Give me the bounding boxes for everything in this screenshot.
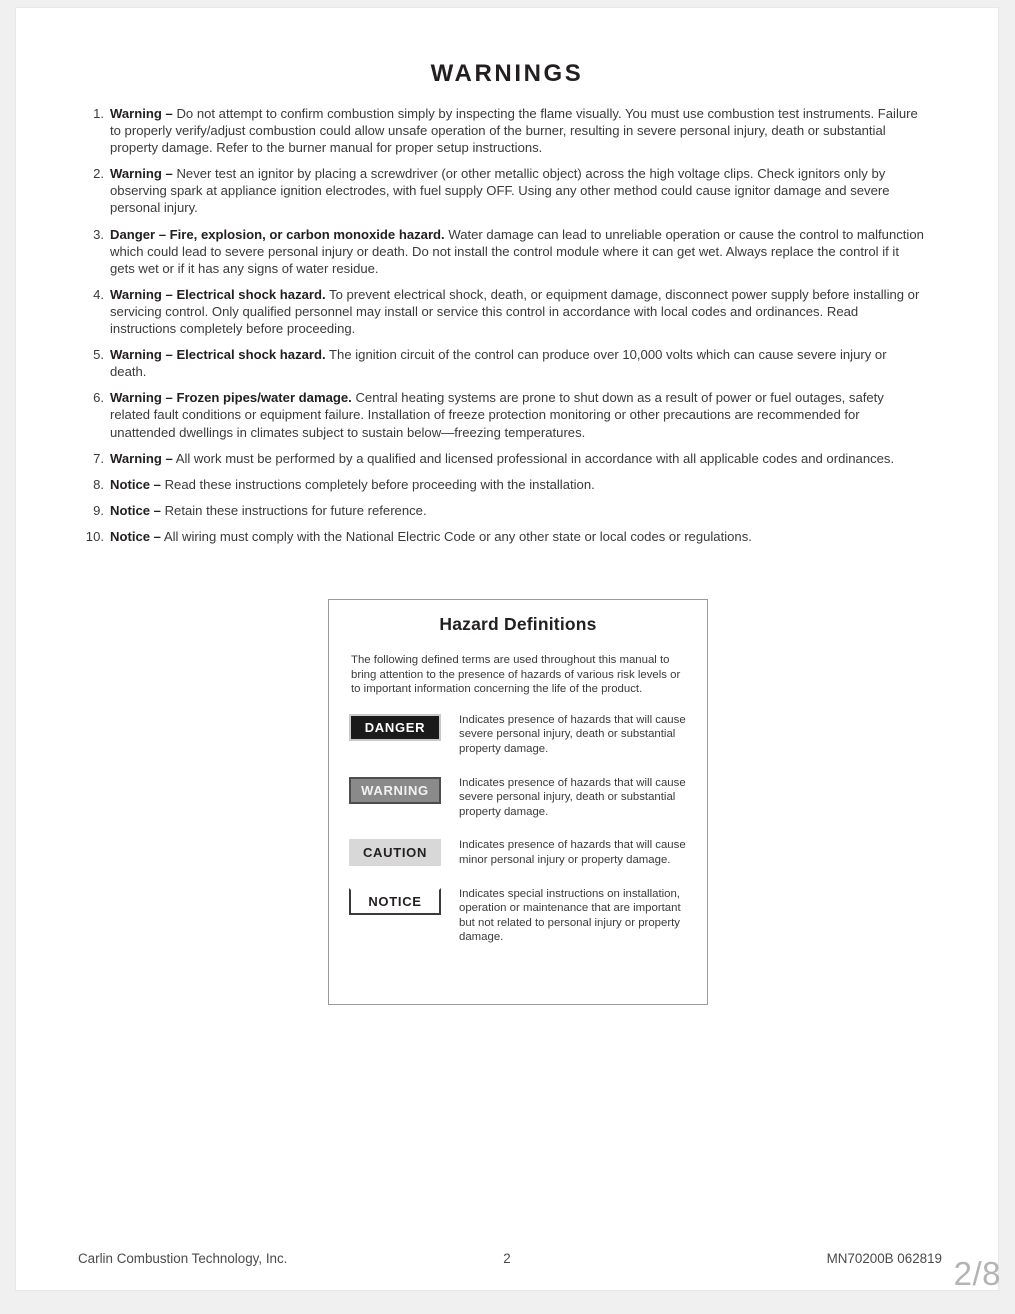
footer-company: Carlin Combustion Technology, Inc. [78,1251,288,1266]
warning-body [110,389,926,440]
warning-lead: Warning – [110,106,173,121]
warning-text: Read these instructions completely before proceeding with the installation. [164,476,595,492]
warning-item [16,165,998,216]
warning-lead: Danger – Fire, explosion, or carbon monoxide hazard. [110,226,445,242]
warnings-list [16,105,998,545]
notice-badge: NOTICE [349,888,441,915]
warning-number: 8. [93,476,104,492]
warning-body [110,286,926,337]
hazard-row-notice [349,887,689,945]
hazard-row-caution [349,838,689,867]
hazard-description: Indicates presence of hazards that will cause minor personal injury or property damage. [459,839,686,866]
hazard-row-warning [349,776,689,820]
page-footer [16,1251,998,1273]
hazard-badge-cell [349,887,445,915]
warning-body [110,476,926,493]
danger-badge: DANGER [349,714,441,741]
warning-body [110,226,926,277]
warning-text: All work must be performed by a qualified and licensed professional in accordance with all applicable codes and ordinances. [175,450,895,466]
page-indicator: 2/8 [953,1255,1001,1292]
warning-text: To prevent electrical shock, death, or equipment damage, disconnect power supply before installing or servicing control. Only qualified personnel may install or service this control in accordance with local codes and ordinances. Read instructions completely before proceeding. [110,286,920,337]
warning-lead: Warning – [110,450,173,466]
warning-item [16,450,998,467]
warning-item [16,502,998,519]
warning-body [110,450,926,467]
warning-text: Do not attempt to confirm combustion simply by inspecting the flame visually. You must use combustion test instruments. Failure to properly verify/adjust combustion could allow unsafe operation of the burner, resulting in severe personal injury, death or substantial property damage. Refer to the burner manual for proper setup instructions. [110,106,918,156]
hazard-row-danger [349,713,689,757]
warning-number: 3. [93,226,104,242]
hazard-badge-cell [349,838,445,866]
warning-lead: Warning – Electrical shock hazard. [110,286,326,302]
warning-lead: Notice – [110,528,161,544]
warning-text: Water damage can lead to unreliable operation or cause the control to malfunction which could lead to severe personal injury or death. Do not install the control module where it can get wet. Always replace the control if it gets wet or if it has any signs of water residue. [110,226,924,276]
warning-item [16,528,998,545]
warning-item [16,346,998,380]
hazard-definitions-box [328,599,708,1005]
warning-text: Central heating systems are prone to shut down as a result of power or fuel outages, safety related fault conditions or equipment failure. Installation of freeze protection monitoring or other precautions are recommended for unattended dwellings in climates subject to sustain below—freezing temperatures. [110,390,884,440]
hazard-description: Indicates presence of hazards that will cause severe personal injury, death or substantial property damage. [459,713,686,755]
warning-lead: Notice – [110,502,161,518]
warning-number: 2. [93,166,104,182]
hazard-description: Indicates presence of hazards that will cause severe personal injury, death or substantial property damage. [459,776,686,818]
warning-body [110,502,926,519]
warning-number: 6. [93,390,104,406]
hazard-badge-cell [349,776,445,804]
hazard-definitions-intro: The following defined terms are used throughout this manual to bring attention to the presence of hazards of various risk levels or to important information concerning the life of the product. [351,654,681,696]
footer-page-number: 2 [503,1251,511,1266]
warning-lead: Warning – Frozen pipes/water damage. [110,390,352,406]
warning-item [16,286,998,337]
page-title: WARNINGS [430,60,584,87]
hazard-definitions-title: Hazard Definitions [439,614,597,634]
warning-lead: Notice – [110,476,161,492]
hazard-description: Indicates special instructions on installation, operation or maintenance that are important but not related to personal injury or property damage. [459,887,681,944]
warning-body [110,165,926,216]
warning-number: 4. [93,286,104,302]
warning-number: 9. [93,502,104,518]
document-page [16,8,998,1290]
warning-text: The ignition circuit of the control can produce over 10,000 volts which can cause severe injury or death. [110,347,887,380]
warning-body [110,528,926,545]
warning-body [110,105,926,156]
warning-badge: WARNING [349,777,441,804]
warning-text: All wiring must comply with the National Electric Code or any other state or local codes or regulations. [163,528,752,544]
warning-item [16,105,998,156]
caution-badge: CAUTION [349,839,441,866]
warning-number: 10. [85,528,104,544]
warning-item [16,476,998,493]
warning-number: 1. [93,106,104,121]
hazard-badge-cell [349,713,445,741]
warning-lead: Warning – [110,166,173,182]
warning-body [110,346,926,380]
hazard-rows [329,697,707,945]
warning-number: 7. [93,450,104,466]
warning-text: Retain these instructions for future reference. [164,502,427,518]
warning-lead: Warning – Electrical shock hazard. [110,347,326,363]
footer-document-code: MN70200B 062819 [826,1251,942,1266]
warning-text: Never test an ignitor by placing a screwdriver (or other metallic object) across the high voltage clips. Check ignitors only by observing spark at appliance ignition electrodes, with fuel supply OFF. Using any other method could cause ignitor damage and severe personal injury. [110,166,890,216]
warning-item [16,389,998,440]
warning-item [16,226,998,277]
warning-number: 5. [93,347,104,363]
